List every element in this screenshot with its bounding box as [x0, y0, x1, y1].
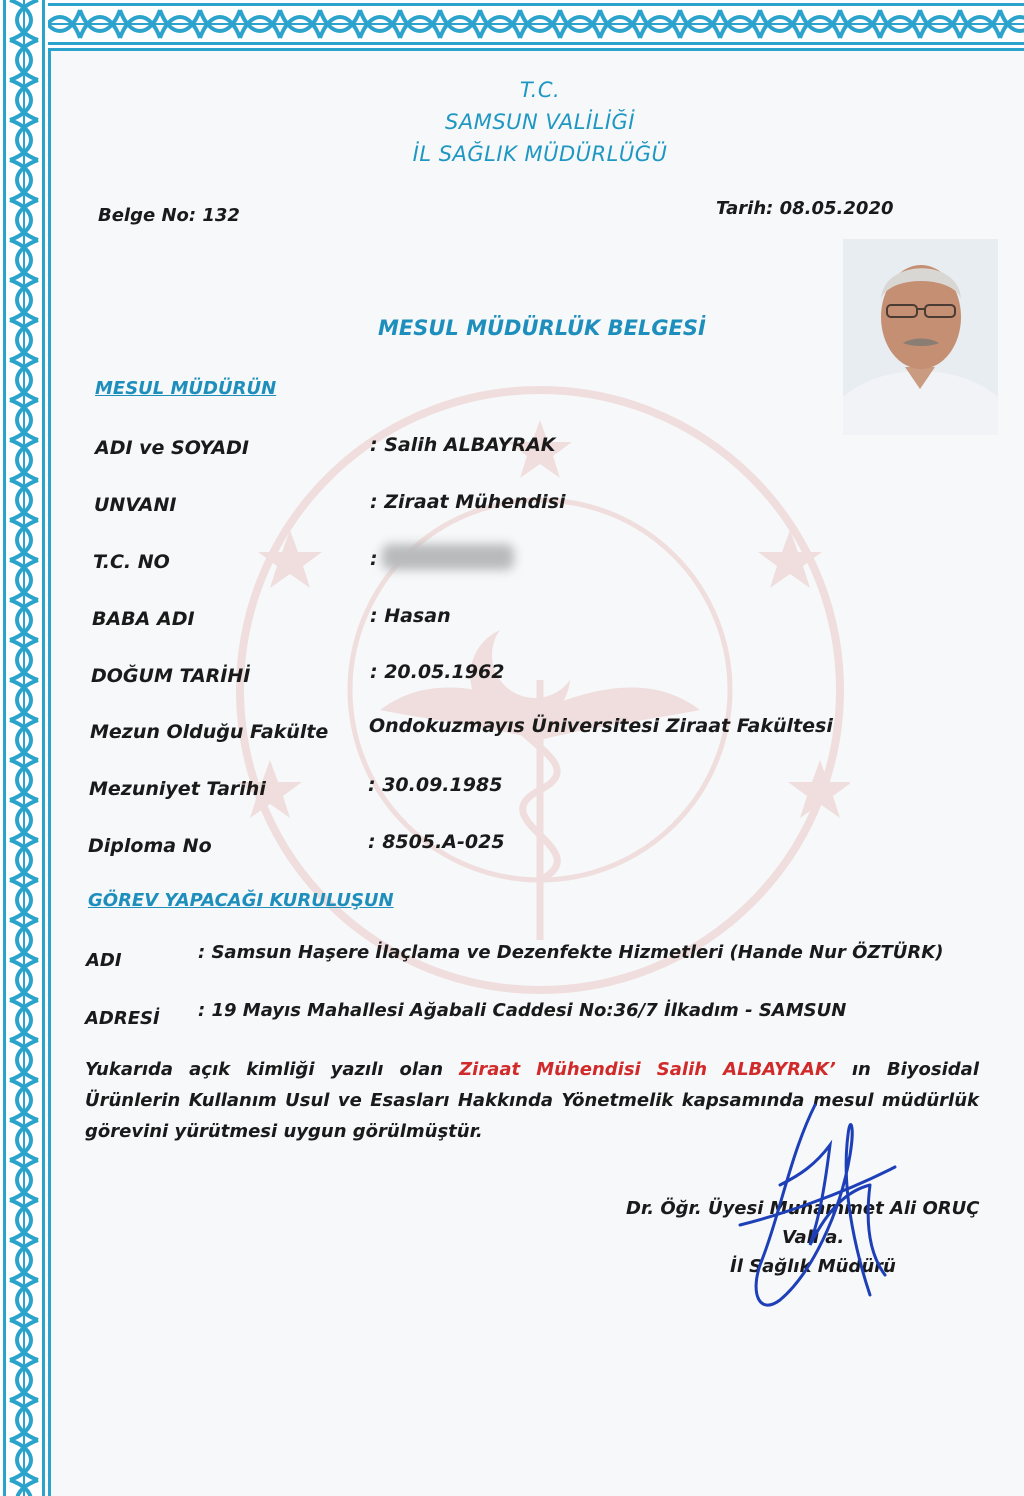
- field-label-birth-date: DOĞUM TARİHİ: [91, 665, 251, 687]
- decorative-border-top: [0, 0, 1024, 48]
- statement-part1: Yukarıda açık kimliği yazılı olan: [85, 1059, 460, 1080]
- section-heading-organization: GÖREV YAPACAĞI KURULUŞUN: [88, 890, 394, 911]
- border-inner-line: [48, 48, 51, 1496]
- field-label-father-name: BABA ADI: [92, 608, 195, 630]
- field-value-faculty: Ondokuzmayıs Üniversitesi Ziraat Fakültesi: [369, 715, 833, 737]
- document-title: MESUL MÜDÜRLÜK BELGESİ: [378, 316, 706, 340]
- holder-photo: [843, 239, 998, 435]
- header-line-health-directorate: İL SAĞLIK MÜDÜRLÜĞÜ: [412, 142, 668, 166]
- document-date: Tarih: 08.05.2020: [716, 198, 894, 219]
- field-label-name: ADI ve SOYADI: [95, 437, 249, 459]
- header-line-tc: T.C.: [519, 78, 561, 102]
- signatory-role-director: İl Sağlık Müdürü: [730, 1256, 896, 1277]
- border-inner-line: [48, 48, 1024, 51]
- field-value-graduation-date: : 30.09.1985: [368, 774, 503, 796]
- field-label-faculty: Mezun Olduğu Fakülte: [90, 721, 329, 743]
- statement-part2: ın Biyosidal Ürünlerin Kullanım Usul ve Esasları Hakkında Yönetmelik kapsamında mesul müdürlük görevini yürütmesi uygun görülmüştür.: [85, 1059, 979, 1142]
- field-value-diploma-no: : 8505.A-025: [368, 831, 505, 853]
- signatory-role-vali: Vali a.: [782, 1227, 845, 1248]
- field-label-org-address: ADRESİ: [85, 1008, 160, 1029]
- field-value-birth-date: : 20.05.1962: [370, 661, 505, 683]
- decorative-border-left: [0, 0, 48, 1496]
- field-label-tc-no: T.C. NO: [93, 551, 170, 573]
- redacted-id-number: [382, 544, 514, 570]
- section-heading-mesul: MESUL MÜDÜRÜN: [95, 378, 277, 399]
- header-line-governorship: SAMSUN VALİLİĞİ: [445, 110, 635, 134]
- field-value-title: : Ziraat Mühendisi: [370, 491, 566, 513]
- field-value-father-name: : Hasan: [370, 605, 451, 627]
- field-label-title: UNVANI: [94, 494, 177, 516]
- field-label-diploma-no: Diploma No: [88, 835, 212, 857]
- signatory-name: Dr. Öğr. Üyesi Muhammet Ali ORUÇ: [626, 1198, 980, 1219]
- field-value-name: : Salih ALBAYRAK: [370, 434, 556, 456]
- field-value-org-address: : 19 Mayıs Mahallesi Ağabali Caddesi No:36/7 İlkadım - SAMSUN: [198, 1000, 847, 1021]
- field-value-org-name: : Samsun Haşere İlaçlama ve Dezenfekte Hizmetleri (Hande Nur ÖZTÜRK): [198, 942, 944, 963]
- handwritten-signature: [720, 1095, 910, 1325]
- document-number: Belge No: 132: [98, 205, 240, 226]
- field-label-graduation-date: Mezuniyet Tarihi: [89, 778, 266, 800]
- statement-highlight: Ziraat Mühendisi Salih ALBAYRAK’: [459, 1059, 836, 1080]
- field-value-tc-no: :: [370, 548, 378, 570]
- field-label-org-name: ADI: [86, 950, 122, 971]
